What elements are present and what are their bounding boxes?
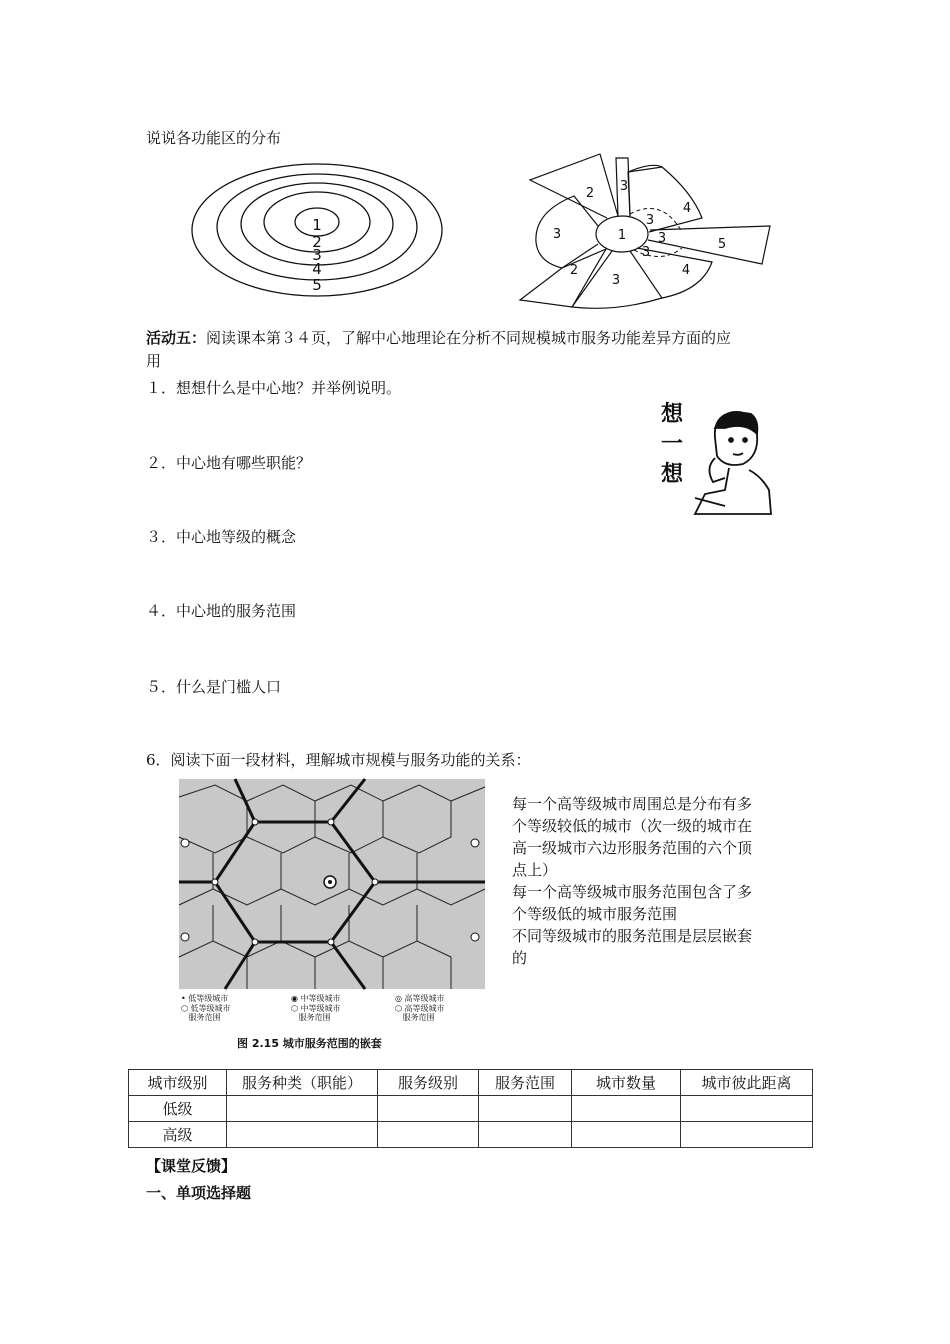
table-header: 城市级别 xyxy=(129,1070,227,1096)
zone-label: 2 xyxy=(312,233,322,251)
legend-item: 服务范围 xyxy=(298,1013,331,1022)
table-header: 服务种类（职能） xyxy=(227,1070,378,1096)
activity-line-1 xyxy=(146,327,731,348)
legend-item: 低等级城市 xyxy=(190,1004,231,1013)
sector-label: 4 xyxy=(682,201,692,216)
table-header: 服务范围 xyxy=(479,1070,572,1096)
table-row xyxy=(129,1122,813,1148)
table-cell[interactable] xyxy=(378,1122,479,1148)
activity-text: 阅读课本第３４页，了解中心地理论在分析不同规模城市服务功能差异方面的应 xyxy=(206,329,732,347)
material-line: 每一个高等级城市服务范围包含了多 xyxy=(512,883,753,901)
material-line: 个等级低的城市服务范围 xyxy=(512,905,678,923)
zone-label: 3 xyxy=(312,246,322,264)
table-cell[interactable] xyxy=(378,1096,479,1122)
sector-label: 3 xyxy=(552,227,562,242)
sector-label: 1 xyxy=(617,228,627,243)
question-2: ２．中心地有哪些职能？ xyxy=(146,454,312,472)
activity-title: 活动五： xyxy=(146,329,207,347)
legend-item: 服务范围 xyxy=(402,1013,435,1022)
table-cell[interactable] xyxy=(572,1122,681,1148)
table-header-row xyxy=(129,1070,813,1096)
table-cell: 低级 xyxy=(129,1096,227,1122)
table-cell[interactable] xyxy=(681,1096,813,1122)
zone-label: 1 xyxy=(312,216,322,234)
think-char: 想 xyxy=(660,462,683,487)
central-place-figure: • 低等级城市 ◉ 中等级城市 ◎ 高等级城市 ⬡ 低等级城市 服务范围 ⬡ 中等级城市 服务范围 ⬡ 高等级城市 服务范围 图 2.15 城市服务范围的嵌套 xyxy=(175,777,487,1057)
concentric-zone-diagram xyxy=(190,160,460,300)
material-line: 个等级较低的城市（次一级的城市在 xyxy=(512,817,753,835)
question-3: ３．中心地等级的概念 xyxy=(146,528,297,546)
sector-label: 3 xyxy=(657,231,667,246)
sector-label: 3 xyxy=(645,213,655,228)
legend-item: 服务范围 xyxy=(188,1013,221,1022)
zone-label: 5 xyxy=(312,276,322,294)
material-line: 不同等级城市的服务范围是层层嵌套 xyxy=(512,927,753,945)
thinking-person-icon xyxy=(685,398,775,516)
table-header: 城市数量 xyxy=(572,1070,681,1096)
table-row xyxy=(129,1096,813,1122)
legend-item: 中等级城市 xyxy=(300,1004,341,1013)
legend-item: 中等级城市 xyxy=(300,994,341,1003)
question-4: ４．中心地的服务范围 xyxy=(146,602,297,620)
section-heading: 一、单项选择题 xyxy=(146,1184,252,1202)
sector-label: 3 xyxy=(619,179,629,194)
table-header: 服务级别 xyxy=(378,1070,479,1096)
legend-item: 高等级城市 xyxy=(404,994,445,1003)
feedback-heading: 【课堂反馈】 xyxy=(146,1157,237,1175)
intro-heading: 说说各功能区的分布 xyxy=(146,129,282,147)
table-cell: 高级 xyxy=(129,1122,227,1148)
think-char: 想 xyxy=(660,402,683,427)
table-cell[interactable] xyxy=(479,1096,572,1122)
sector-label: 2 xyxy=(585,186,595,201)
table-cell[interactable] xyxy=(227,1122,378,1148)
sector-label: 5 xyxy=(717,237,727,252)
sector-label: 3 xyxy=(641,245,651,260)
question-5: ５．什么是门槛人口 xyxy=(146,678,282,696)
legend-item: 高等级城市 xyxy=(404,1004,445,1013)
table-cell[interactable] xyxy=(681,1122,813,1148)
city-level-table xyxy=(128,1069,813,1148)
figure-caption: 图 2.15 城市服务范围的嵌套 xyxy=(237,1037,382,1050)
hexagon-nesting-map xyxy=(175,777,487,992)
question-1: １．想想什么是中心地？并举例说明。 xyxy=(146,379,402,397)
table-cell[interactable] xyxy=(572,1096,681,1122)
table-cell[interactable] xyxy=(479,1122,572,1148)
legend-item: 低等级城市 xyxy=(188,994,229,1003)
question-6: 6．阅读下面一段材料，理解城市规模与服务功能的关系： xyxy=(146,751,531,769)
table-cell[interactable] xyxy=(227,1096,378,1122)
think-cartoon xyxy=(655,398,775,516)
material-line: 点上） xyxy=(512,861,558,879)
sector-label: 4 xyxy=(681,263,691,278)
material-line: 的 xyxy=(512,949,528,967)
material-text xyxy=(512,793,802,969)
sector-label: 3 xyxy=(611,273,621,288)
material-line: 每一个高等级城市周围总是分布有多 xyxy=(512,795,753,813)
think-char: 一 xyxy=(660,432,683,457)
material-line: 高一级城市六边形服务范围的六个顶 xyxy=(512,839,753,857)
table-header: 城市彼此距离 xyxy=(681,1070,813,1096)
sector-label: 2 xyxy=(569,263,579,278)
activity-line-2: 用 xyxy=(146,352,162,370)
zone-label: 4 xyxy=(312,260,322,278)
sector-model-diagram xyxy=(512,152,777,312)
